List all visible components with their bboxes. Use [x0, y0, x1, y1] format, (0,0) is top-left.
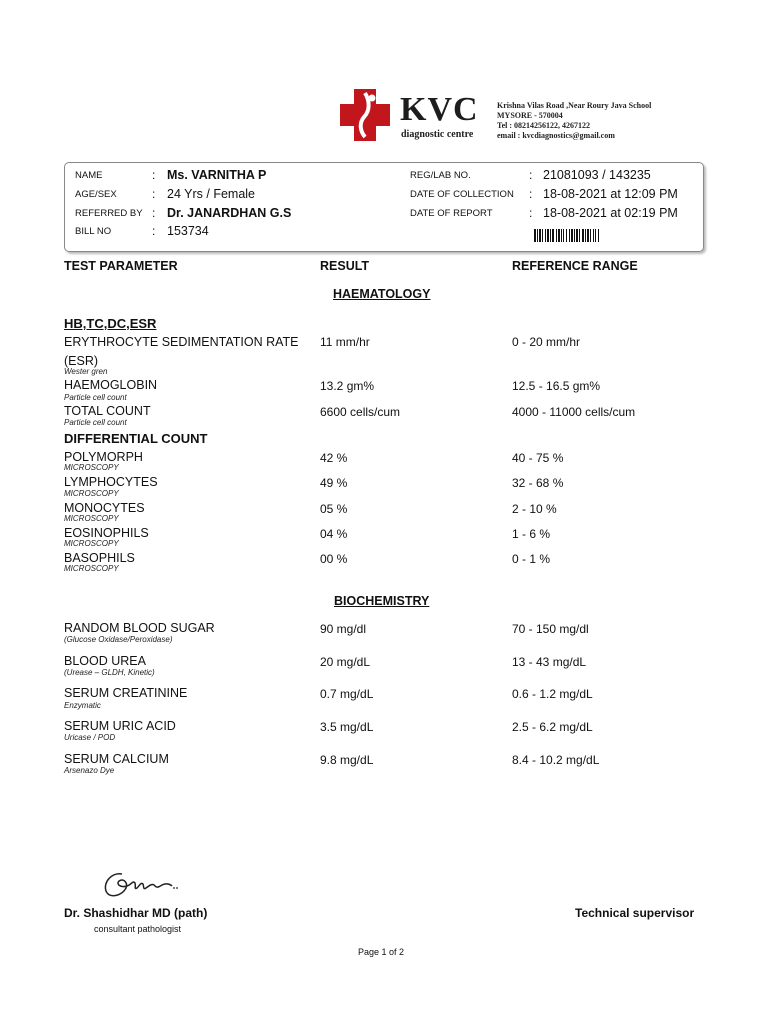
test-method: Particle cell count — [64, 393, 127, 402]
barcode-bar — [534, 229, 536, 242]
reg-lab-number: 21081093 / 143235 — [543, 168, 651, 182]
colon: : — [529, 168, 533, 182]
test-result: 13.2 gm% — [320, 379, 375, 393]
reg-lab-label: REG/LAB NO. — [410, 170, 471, 181]
col-header-reference-range: REFERENCE RANGE — [512, 259, 638, 273]
test-name: HAEMOGLOBIN — [64, 378, 158, 392]
address-line: Tel : 08214256122, 4267122 — [497, 121, 591, 130]
barcode-bar — [569, 229, 570, 242]
test-method: MICROSCOPY — [64, 564, 119, 573]
col-header-test-parameter: TEST PARAMETER — [64, 259, 178, 273]
colon: : — [152, 224, 156, 238]
barcode-bar — [552, 229, 554, 242]
collection-date-label: DATE OF COLLECTION — [410, 189, 514, 200]
lab-tagline: diagnostic centre — [401, 129, 474, 140]
colon: : — [152, 187, 156, 201]
barcode-bar — [550, 229, 551, 242]
barcode-bar — [590, 229, 591, 242]
test-method: Wester gren — [64, 367, 108, 376]
page-number: Page 1 of 2 — [358, 947, 405, 957]
barcode-bar — [558, 229, 560, 242]
test-method: Arsenazo Dye — [64, 766, 115, 775]
test-reference-range: 4000 - 11000 cells/cum — [512, 405, 636, 419]
test-name: POLYMORPH — [64, 450, 143, 464]
collection-date: 18-08-2021 at 12:09 PM — [543, 187, 678, 201]
test-name: SERUM URIC ACID — [64, 719, 176, 733]
patient-name: Ms. VARNITHA P — [167, 168, 267, 182]
signing-doctor-name: Dr. Shashidhar MD (path) — [64, 906, 208, 920]
barcode-bar — [542, 229, 543, 242]
test-method: MICROSCOPY — [64, 463, 119, 472]
bill-no-label: BILL NO — [75, 226, 112, 237]
age-sex-label: AGE/SEX — [75, 189, 117, 200]
test-name: SERUM CREATININE — [64, 686, 188, 700]
lab-address — [497, 101, 651, 141]
test-method: Enzymatic — [64, 701, 101, 710]
kvc-logo-cross-icon — [334, 87, 396, 143]
doctor-signature — [100, 866, 180, 902]
test-method: Particle cell count — [64, 418, 127, 427]
address-line: Krishna Vilas Road ,Near Roury Java School — [497, 101, 652, 110]
group-title-hb-tc-dc-esr: HB,TC,DC,ESR — [64, 316, 157, 331]
test-name: BASOPHILS — [64, 551, 135, 565]
group-title-differential-count: DIFFERENTIAL COUNT — [64, 431, 208, 446]
test-result: 04 % — [320, 527, 348, 541]
barcode-bar — [579, 229, 580, 242]
test-reference-range: 2 - 10 % — [512, 502, 557, 516]
test-result: 49 % — [320, 476, 348, 490]
signing-doctor-role: consultant pathologist — [94, 924, 182, 934]
test-reference-range: 13 - 43 mg/dL — [512, 655, 587, 669]
test-name: RANDOM BLOOD SUGAR — [64, 621, 215, 635]
test-method: Uricase / POD — [64, 733, 116, 742]
test-result: 90 mg/dl — [320, 622, 367, 636]
barcode-bar — [582, 229, 584, 242]
report-date: 18-08-2021 at 02:19 PM — [543, 206, 678, 220]
test-result: 42 % — [320, 451, 348, 465]
barcode-bar — [537, 229, 538, 242]
test-method: MICROSCOPY — [64, 489, 119, 498]
barcode-bar — [566, 229, 567, 242]
technical-supervisor-label: Technical supervisor — [575, 906, 695, 920]
name-label: NAME — [75, 170, 103, 181]
test-name: BLOOD UREA — [64, 654, 146, 668]
address-line: MYSORE - 570004 — [497, 111, 563, 120]
col-header-result: RESULT — [320, 259, 370, 273]
test-method: (Urease – GLDH, Kinetic) — [64, 668, 155, 677]
barcode-bar — [574, 229, 575, 242]
colon: : — [529, 206, 533, 220]
test-reference-range: 0 - 20 mm/hr — [512, 335, 581, 349]
patient-age-sex: 24 Yrs / Female — [167, 187, 256, 201]
lab-logo-text: KVC — [400, 91, 479, 128]
barcode-bar — [547, 229, 549, 242]
bill-number: 153734 — [167, 224, 209, 238]
test-result: 6600 cells/cum — [320, 405, 401, 419]
test-reference-range: 40 - 75 % — [512, 451, 564, 465]
test-reference-range: 0.6 - 1.2 mg/dL — [512, 687, 593, 701]
test-method: MICROSCOPY — [64, 514, 119, 523]
test-reference-range: 0 - 1 % — [512, 552, 551, 566]
barcode-bar — [585, 229, 586, 242]
barcode-bar — [545, 229, 546, 242]
test-reference-range: 70 - 150 mg/dl — [512, 622, 589, 636]
barcode-bar — [561, 229, 562, 242]
test-name: EOSINOPHILS — [64, 526, 149, 540]
colon: : — [152, 206, 156, 220]
section-title-biochemistry: BIOCHEMISTRY — [334, 594, 430, 608]
test-result: 0.7 mg/dL — [320, 687, 374, 701]
test-name: ERYTHROCYTE SEDIMENTATION RATE — [64, 335, 299, 349]
barcode-bar — [593, 229, 594, 242]
test-name-continued: (ESR) — [64, 354, 99, 368]
test-result: 05 % — [320, 502, 348, 516]
test-reference-range: 8.4 - 10.2 mg/dL — [512, 753, 600, 767]
test-method: (Glucose Oxidase/Peroxidase) — [64, 635, 173, 644]
barcode — [534, 229, 637, 242]
referred-by-label: REFERRED BY — [75, 208, 143, 219]
barcode-bar — [598, 229, 599, 242]
referred-by-doctor: Dr. JANARDHAN G.S — [167, 206, 292, 220]
colon: : — [152, 168, 156, 182]
test-reference-range: 2.5 - 6.2 mg/dL — [512, 720, 593, 734]
barcode-bar — [587, 229, 589, 242]
barcode-bar — [571, 229, 573, 242]
test-result: 11 mm/hr — [320, 335, 370, 349]
colon: : — [529, 187, 533, 201]
barcode-bar — [563, 229, 564, 242]
barcode-bar — [595, 229, 596, 242]
test-name: TOTAL COUNT — [64, 404, 151, 418]
test-reference-range: 1 - 6 % — [512, 527, 551, 541]
test-name: LYMPHOCYTES — [64, 475, 158, 489]
barcode-bar — [556, 229, 557, 242]
barcode-bar — [576, 229, 578, 242]
report-date-label: DATE OF REPORT — [410, 208, 493, 219]
test-method: MICROSCOPY — [64, 539, 119, 548]
test-name: SERUM CALCIUM — [64, 752, 169, 766]
test-name: MONOCYTES — [64, 501, 145, 515]
test-result: 20 mg/dL — [320, 655, 371, 669]
section-title-haematology: HAEMATOLOGY — [333, 287, 431, 301]
test-result: 00 % — [320, 552, 348, 566]
test-reference-range: 32 - 68 % — [512, 476, 564, 490]
address-line: email : kvcdiagnostics@gmail.com — [497, 131, 615, 140]
barcode-bar — [539, 229, 541, 242]
test-reference-range: 12.5 - 16.5 gm% — [512, 379, 601, 393]
test-result: 9.8 mg/dL — [320, 753, 374, 767]
test-result: 3.5 mg/dL — [320, 720, 374, 734]
